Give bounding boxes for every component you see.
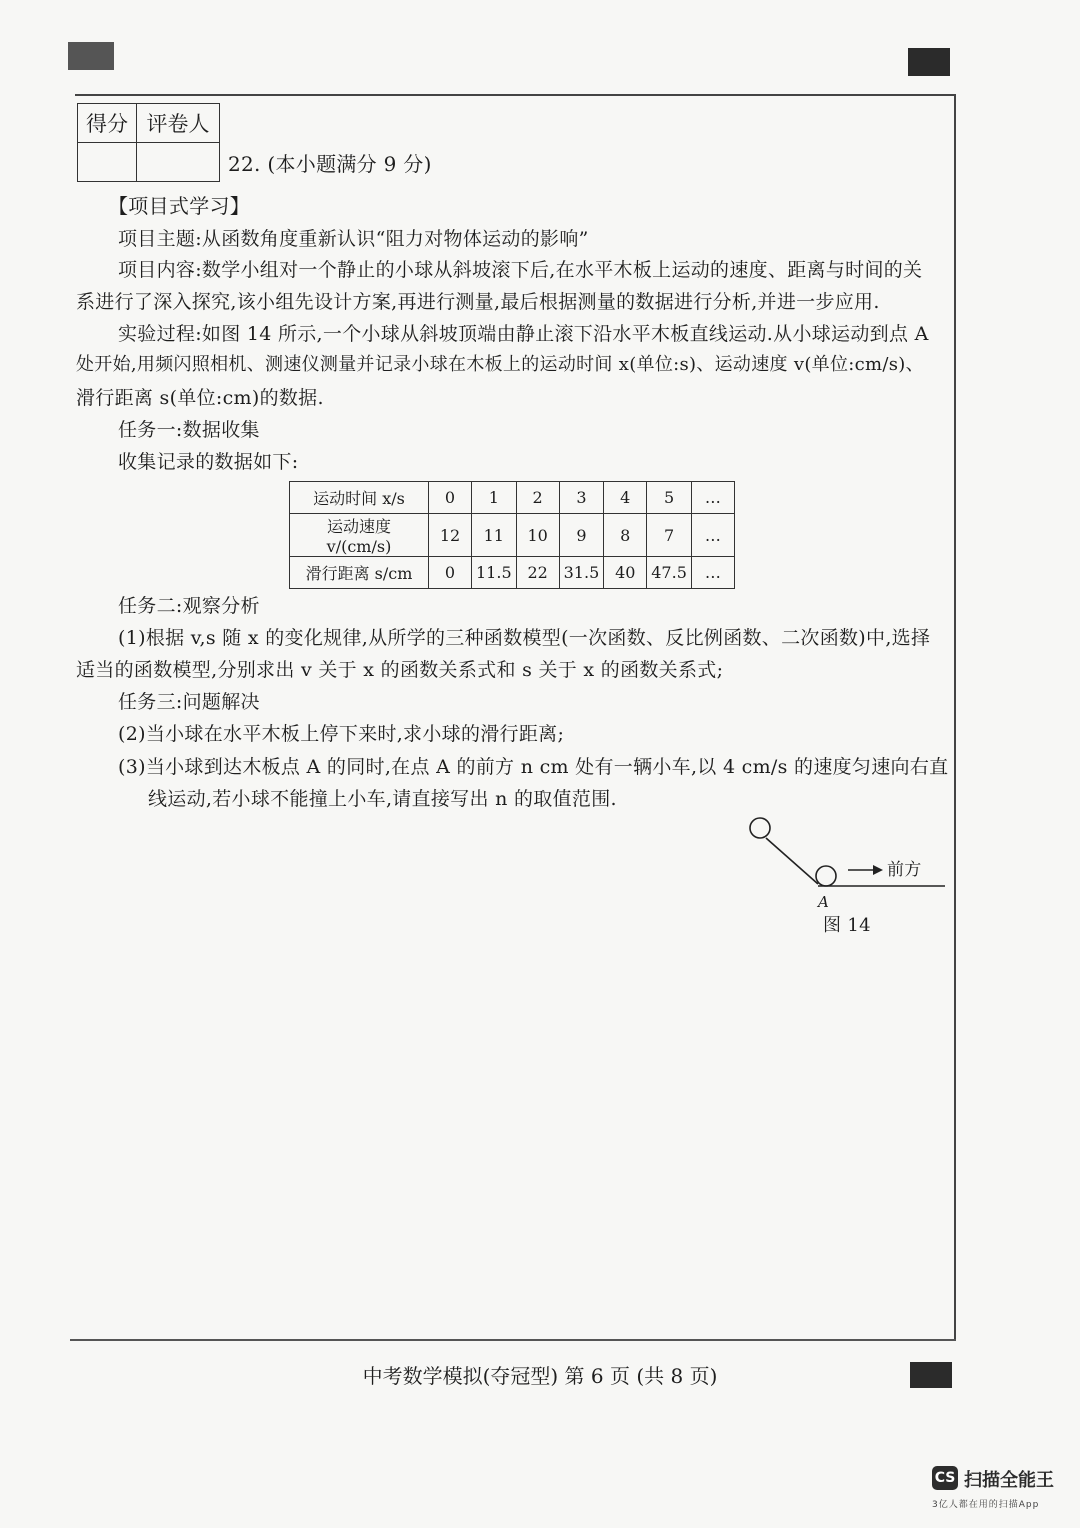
- table-cell: 47.5: [647, 557, 692, 589]
- table-cell: 4: [604, 482, 647, 514]
- row-label-distance: 滑行距离 s/cm: [290, 557, 429, 589]
- table-row: [290, 557, 735, 589]
- page-frame-right: [954, 94, 956, 1341]
- table-cell: 5: [647, 482, 692, 514]
- task-one-title: 任务一:数据收集: [118, 419, 260, 441]
- table-cell: 9: [559, 514, 604, 557]
- figure-14-diagram: [740, 812, 960, 912]
- watermark-slogan: 3亿人都在用的扫描App: [932, 1500, 1040, 1510]
- table-cell: 22: [516, 557, 559, 589]
- table-row: [290, 482, 735, 514]
- data-table: [289, 481, 735, 589]
- sub-question-3-line-2: 线运动,若小球不能撞上小车,请直接写出 n 的取值范围.: [148, 788, 617, 810]
- table-cell: 3: [559, 482, 604, 514]
- table-cell: 10: [516, 514, 559, 557]
- score-box: [77, 103, 220, 182]
- table-cell: …: [691, 482, 734, 514]
- table-cell: 0: [429, 482, 472, 514]
- point-a-label: A: [818, 893, 830, 911]
- question-header: 22. (本小题满分 9 分): [228, 152, 432, 176]
- experiment-line-3: 滑行距离 s(单位:cm)的数据.: [76, 387, 324, 409]
- table-cell: 8: [604, 514, 647, 557]
- project-content-line-1: 项目内容:数学小组对一个静止的小球从斜坡滚下后,在水平木板上运动的速度、距离与时间的关: [118, 259, 923, 281]
- sub-question-2: (2)当小球在水平木板上停下来时,求小球的滑行距离;: [118, 723, 565, 745]
- sub-question-1-line-1: (1)根据 v,s 随 x 的变化规律,从所学的三种函数模型(一次函数、反比例函数、二次函数)中,选择: [118, 627, 931, 649]
- experiment-line-2: 处开始,用频闪照相机、测速仪测量并记录小球在木板上的运动时间 x(单位:s)、运动速度 v(单位:cm/s)、: [76, 354, 924, 375]
- sub-question-1-line-2: 适当的函数模型,分别求出 v 关于 x 的函数关系式和 s 关于 x 的函数关系式;: [76, 659, 724, 681]
- table-row: [290, 514, 735, 557]
- task-two-title: 任务二:观察分析: [118, 595, 260, 617]
- task-one-intro: 收集记录的数据如下:: [118, 451, 299, 473]
- table-cell: 2: [516, 482, 559, 514]
- page-frame-top: [75, 94, 956, 96]
- table-cell: 0: [429, 557, 472, 589]
- project-theme: 项目主题:从函数角度重新认识“阻力对物体运动的影响”: [118, 228, 589, 250]
- page-footer: 中考数学模拟(夺冠型) 第 6 页 (共 8 页): [362, 1364, 718, 1388]
- table-cell: 11: [472, 514, 517, 557]
- experiment-line-1: 实验过程:如图 14 所示,一个小球从斜坡顶端由静止滚下沿水平木板直线运动.从小球运动到点 A: [118, 323, 929, 345]
- camscanner-logo-icon: CS: [932, 1466, 958, 1490]
- page-frame-bottom: [70, 1339, 956, 1341]
- row-label-time: 运动时间 x/s: [290, 482, 429, 514]
- score-label: 得分: [78, 104, 137, 143]
- table-cell: 40: [604, 557, 647, 589]
- direction-label: 前方: [887, 860, 922, 880]
- table-cell: 7: [647, 514, 692, 557]
- grader-label: 评卷人: [137, 104, 220, 143]
- figure-caption: 图 14: [823, 915, 871, 936]
- table-cell: …: [691, 557, 734, 589]
- table-cell: …: [691, 514, 734, 557]
- ball-top: [750, 818, 770, 838]
- registration-mark-top-right: [908, 48, 950, 76]
- sub-question-3-line-1: (3)当小球到达木板点 A 的同时,在点 A 的前方 n cm 处有一辆小车,以 4 cm/s 的速度匀速向右直: [118, 756, 949, 778]
- score-cell[interactable]: [78, 143, 137, 182]
- grader-cell[interactable]: [137, 143, 220, 182]
- ball-at-a: [816, 866, 836, 886]
- arrow-head-icon: [873, 865, 883, 875]
- table-cell: 12: [429, 514, 472, 557]
- project-content-line-2: 系进行了深入探究,该小组先设计方案,再进行测量,最后根据测量的数据进行分析,并进一步应用.: [76, 291, 880, 313]
- slope-line: [766, 838, 818, 884]
- table-cell: 11.5: [472, 557, 517, 589]
- registration-mark-top-left: [68, 42, 114, 70]
- row-label-speed: 运动速度 v/(cm/s): [290, 514, 429, 557]
- project-tag: 【项目式学习】: [108, 194, 251, 218]
- task-three-title: 任务三:问题解决: [118, 691, 260, 713]
- table-cell: 1: [472, 482, 517, 514]
- table-cell: 31.5: [559, 557, 604, 589]
- watermark-name: 扫描全能王: [964, 1470, 1054, 1491]
